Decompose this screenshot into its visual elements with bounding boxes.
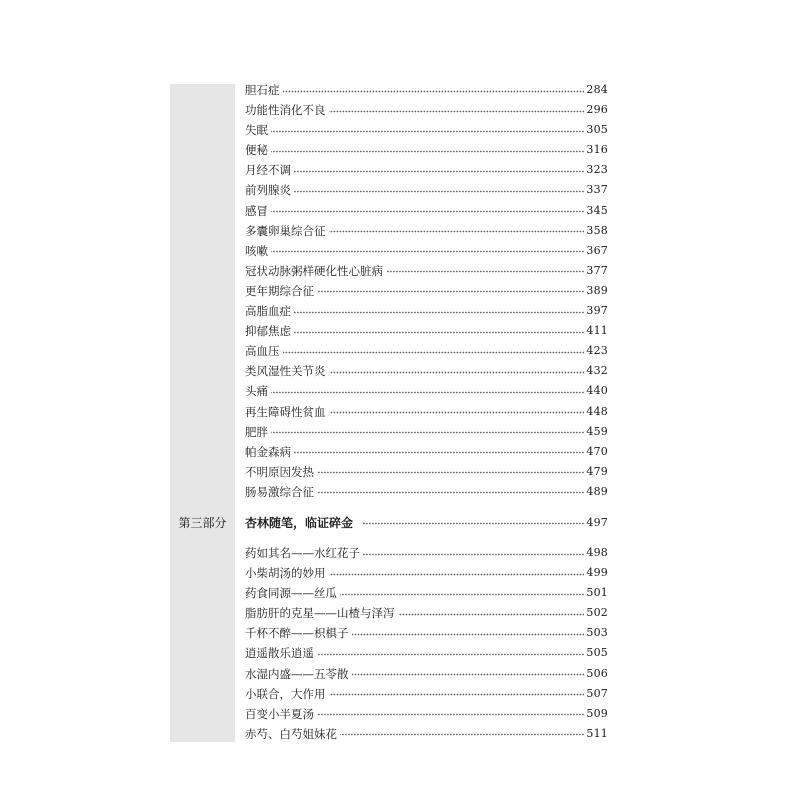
toc-entry-page-number: 501 (586, 586, 608, 600)
toc-entry-title: 水湿内盛——五苓散 (245, 666, 349, 681)
toc-entry-title: 肠易激综合征 (245, 484, 314, 499)
toc-entry-title: 脂肪肝的克星——山楂与泽泻 (245, 606, 395, 621)
toc-entry-title: 药如其名——水红花子 (245, 546, 360, 560)
toc-entry[interactable] (245, 603, 608, 623)
toc-entry-page-number: 423 (586, 344, 608, 358)
toc-entry-title: 胆石症 (245, 83, 280, 97)
toc-entry-title: 再生障碍性贫血 (245, 404, 326, 419)
toc-entry-title: 月经不调 (245, 163, 291, 178)
toc-entry-title: 高血压 (245, 344, 280, 359)
dot-leader (329, 371, 585, 374)
part-page-number: 497 (586, 515, 608, 529)
dot-leader (294, 311, 584, 314)
toc-entry-page-number: 505 (586, 646, 608, 660)
toc-entry[interactable] (245, 664, 608, 684)
toc-list-before (245, 80, 608, 502)
toc-entry-page-number: 479 (586, 464, 608, 478)
toc-entry[interactable] (245, 361, 608, 381)
toc-entry-page-number: 358 (586, 223, 608, 237)
toc-entry-page-number: 489 (586, 484, 608, 498)
dot-leader (363, 522, 584, 525)
toc-entry-page-number: 284 (586, 83, 608, 96)
dot-leader (271, 391, 584, 394)
dot-leader (294, 170, 584, 173)
part-title: 杏林随笔，临证碎金 (245, 515, 354, 530)
toc-entry-page-number: 345 (586, 203, 608, 217)
toc-entry-title: 小联合，大作用 (245, 686, 326, 701)
dot-leader (329, 573, 585, 576)
dot-leader (294, 331, 584, 334)
toc-entry-title: 咳嗽 (245, 243, 268, 258)
toc-entry-page-number: 507 (586, 686, 608, 700)
dot-leader (329, 411, 585, 414)
toc-entry-page-number: 503 (586, 626, 608, 640)
toc-list-after (245, 543, 608, 744)
toc-entry-page-number: 498 (586, 546, 608, 559)
toc-entry[interactable] (245, 704, 608, 724)
toc-entry[interactable] (245, 563, 608, 583)
dot-leader (317, 290, 584, 293)
toc-entry-page-number: 323 (586, 163, 608, 177)
dot-leader (317, 713, 584, 716)
toc-entry-title: 小柴胡汤的妙用 (245, 566, 326, 581)
toc-entry[interactable] (245, 684, 608, 704)
toc-entry-title: 失眠 (245, 123, 268, 138)
toc-entry-title: 药食同源——丝瓜 (245, 586, 337, 601)
toc-entry[interactable] (245, 140, 608, 160)
toc-entry-title: 更年期综合征 (245, 283, 314, 298)
toc-entry[interactable] (245, 341, 608, 361)
toc-entry-title: 前列腺炎 (245, 183, 291, 198)
part-heading-row[interactable] (170, 511, 608, 533)
toc-entry[interactable] (245, 201, 608, 221)
toc-entry[interactable] (245, 120, 608, 140)
toc-entry[interactable] (245, 221, 608, 241)
toc-entry-title: 多囊卵巢综合征 (245, 223, 326, 238)
toc-entry-title: 感冒 (245, 203, 268, 218)
toc-entry-title: 赤芍、白芍姐妹花 (245, 726, 337, 741)
dot-leader (398, 613, 585, 616)
toc-entry-title: 抑郁焦虑 (245, 324, 291, 339)
toc-entry[interactable] (245, 422, 608, 442)
dot-leader (340, 733, 584, 736)
toc-entry[interactable] (245, 402, 608, 422)
toc-entry-title: 冠状动脉粥样硬化性心脏病 (245, 263, 383, 278)
toc-entry-page-number: 511 (586, 726, 608, 740)
dot-leader (294, 451, 584, 454)
toc-entry[interactable] (245, 301, 608, 321)
dot-leader (271, 431, 584, 434)
dot-leader (329, 230, 585, 233)
toc-entry[interactable] (245, 583, 608, 603)
dot-leader (352, 633, 585, 636)
toc-entry-page-number: 440 (586, 384, 608, 398)
toc-entry-title: 逍遥散乐逍遥 (245, 646, 314, 661)
toc-entry-page-number: 305 (586, 123, 608, 137)
toc-entry-page-number: 389 (586, 283, 608, 297)
toc-entry-page-number: 509 (586, 706, 608, 720)
toc-entry[interactable] (245, 160, 608, 180)
dot-leader (340, 593, 584, 596)
toc-entry[interactable] (245, 381, 608, 401)
toc-entry-page-number: 499 (586, 566, 608, 580)
dot-leader (271, 250, 584, 253)
dot-leader (317, 491, 584, 494)
toc-entry[interactable] (245, 261, 608, 281)
toc-entry-title: 百变小半夏汤 (245, 706, 314, 721)
toc-entry-page-number: 432 (586, 364, 608, 378)
dot-leader (329, 110, 585, 113)
toc-entry-page-number: 459 (586, 424, 608, 438)
toc-entry[interactable] (245, 482, 608, 502)
part-label: 第三部分 (178, 515, 227, 530)
toc-entry-page-number: 397 (586, 304, 608, 318)
toc-entry-page-number: 506 (586, 666, 608, 680)
toc-entry[interactable] (245, 724, 608, 744)
toc-entry-title: 高脂血症 (245, 304, 291, 319)
toc-entry[interactable] (245, 321, 608, 341)
dot-leader (317, 471, 584, 474)
toc-entry[interactable] (245, 623, 608, 643)
toc-entry-page-number: 411 (586, 324, 608, 338)
toc-entry-page-number: 502 (586, 606, 608, 620)
dot-leader (294, 190, 584, 193)
dot-leader (283, 90, 585, 93)
toc-entry[interactable] (245, 241, 608, 261)
dot-leader (329, 693, 585, 696)
toc-entry[interactable] (245, 643, 608, 663)
dot-leader (283, 351, 585, 354)
toc-entry[interactable] (245, 100, 608, 120)
toc-entry[interactable] (245, 80, 608, 100)
part-side-band (170, 84, 235, 742)
toc-entry-title: 便秘 (245, 143, 268, 158)
toc-entry-title: 帕金森病 (245, 444, 291, 459)
toc-entry-title: 头痛 (245, 384, 268, 399)
toc-entry[interactable] (245, 462, 608, 482)
toc-entry-page-number: 448 (586, 404, 608, 418)
dot-leader (352, 673, 585, 676)
toc-entry-page-number: 316 (586, 143, 608, 157)
toc-entry-page-number: 296 (586, 103, 608, 117)
toc-entry[interactable] (245, 543, 608, 563)
toc-entry-page-number: 337 (586, 183, 608, 197)
dot-leader (271, 130, 584, 133)
dot-leader (317, 653, 584, 656)
toc-entry-page-number: 367 (586, 243, 608, 257)
dot-leader (271, 210, 584, 213)
toc-entry-page-number: 470 (586, 444, 608, 458)
toc-entry[interactable] (245, 180, 608, 200)
toc-entry-title: 不明原因发热 (245, 464, 314, 479)
toc-entry[interactable] (245, 281, 608, 301)
dot-leader (271, 150, 584, 153)
toc-entry-title: 功能性消化不良 (245, 103, 326, 118)
toc-entry-page-number: 377 (586, 263, 608, 277)
dot-leader (363, 553, 584, 556)
toc-entry[interactable] (245, 442, 608, 462)
toc-entry-title: 肥胖 (245, 424, 268, 439)
toc-entry-title: 千杯不醉——枳椇子 (245, 626, 349, 641)
dot-leader (386, 270, 584, 273)
toc-entry-title: 类风湿性关节炎 (245, 364, 326, 379)
